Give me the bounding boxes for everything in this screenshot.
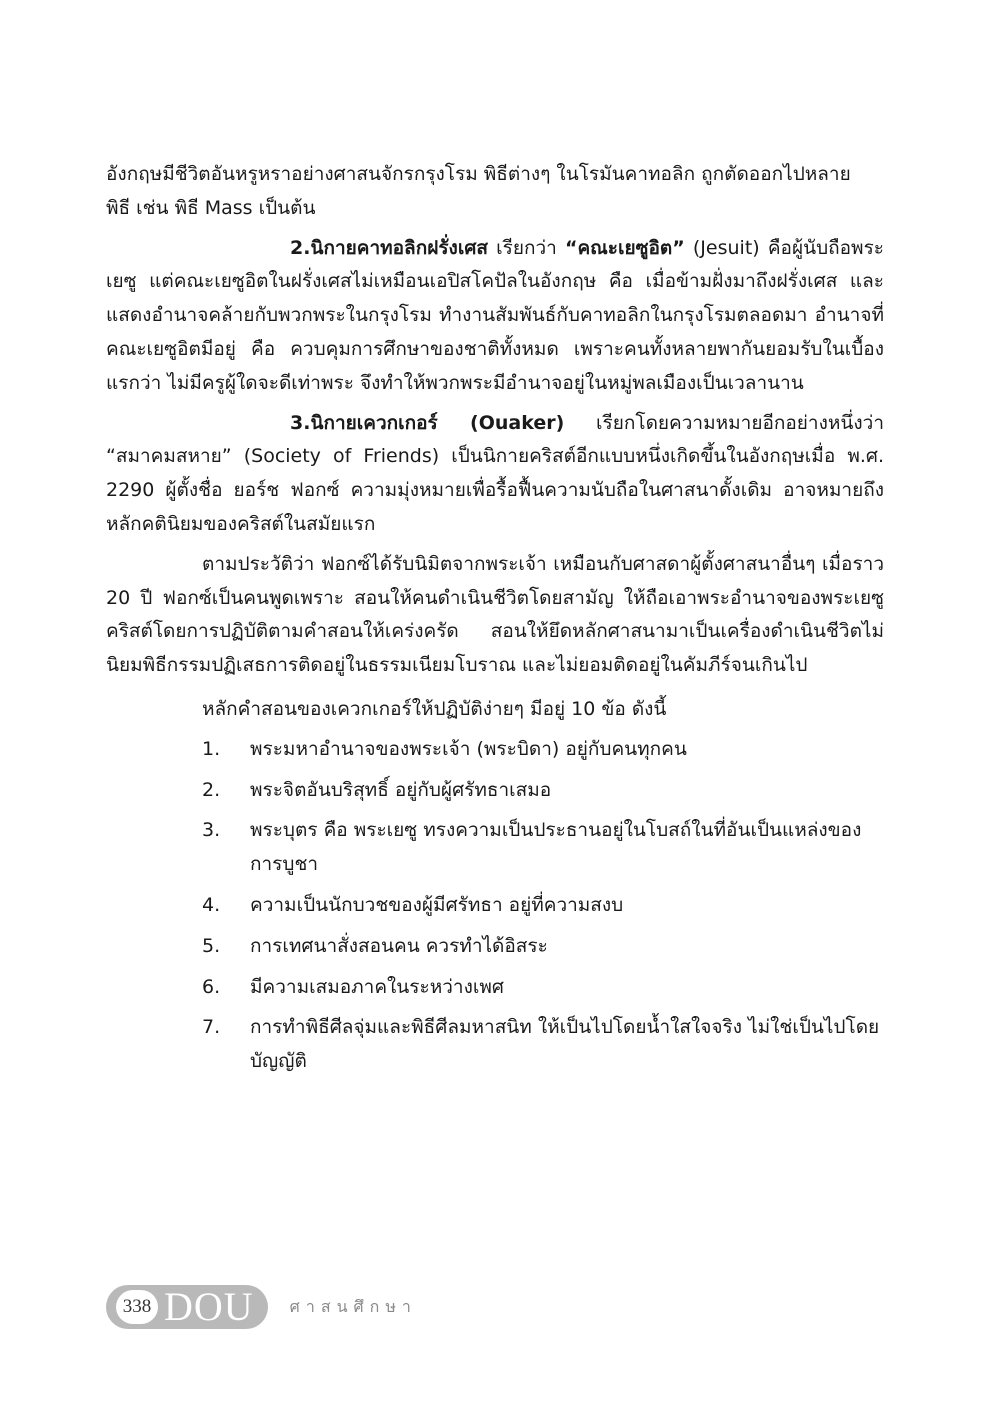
list-item bbox=[106, 1011, 884, 1079]
item-number: 2. bbox=[290, 236, 311, 259]
list-item-text: พระบุตร คือ พระเยซู ทรงความเป็นประธานอยู่ในโบสถ์ในที่อันเป็นแหล่งของการบูชา bbox=[250, 819, 862, 876]
paragraph-history bbox=[106, 548, 884, 683]
dou-badge bbox=[106, 1285, 268, 1329]
running-title: ศาสนศึกษา bbox=[289, 1296, 417, 1316]
list-item-text: ความเป็นนักบวชของผู้มีศรัทธา อยู่ที่ความสงบ bbox=[250, 893, 624, 916]
paragraph-text: (Jesuit) คือผู้นับถือพระเยซู แต่คณะเยซูอิตในฝรั่งเศสไม่เหมือนเอปิสโคปัลในอังกฤษ คือ เมื่อข้ามฝั่งมาถึงฝรั่งเศส และแสดงอำนาจคล้ายกับพวกพระในกรุงโรม ทำงานสัมพันธ์กับคาทอลิกในกรุงโรมตลอดมา อำนาจที่คณะเยซูอิตมีอยู่ คือ ควบคุมการศึกษาของชาติทั้งหมด เพราะคนทั้งหลายพากันยอมรับในเบื้องแรกว่า ไม่มีครูผู้ใดจะดีเท่าพระ จึงทำให้พวกพระมีอำนาจอยู่ในหมู่พลเมืองเป็นเวลานาน bbox=[106, 236, 884, 394]
paragraph-text: เรียกว่า bbox=[487, 236, 565, 259]
list-item bbox=[106, 971, 884, 1005]
list-item-text: พระจิตอันบริสุทธิ์ อยู่กับผู้ศรัทธาเสมอ bbox=[250, 778, 552, 801]
paragraph-text: ตามประวัติว่า ฟอกซ์ได้รับนิมิตจากพระเจ้า เหมือนกับศาสดาผู้ตั้งศาสนาอื่นๆ เมื่อราว 20 ปี ฟอกซ์เป็นคนพูดเพราะ สอนให้คนดำเนินชีวิตโดยสามัญ ให้ถือเอาพระอำนาจของพระเยซูคริสต์โดยการปฏิบัติตามคำสอนให้เคร่งครัด สอนให้ยึดหลักศาสนามาเป็นเครื่องดำเนินชีวิตไม่นิยมพิธีกรรมปฏิเสธการติดอยู่ในธรรมเนียมโบราณ และไม่ยอมติดอยู่ในคัมภีร์จนเกินไป bbox=[106, 552, 884, 677]
list-item bbox=[106, 814, 884, 882]
list-item bbox=[106, 774, 884, 808]
list-item bbox=[106, 930, 884, 964]
list-item-number: 1. bbox=[202, 737, 221, 760]
list-item-text: พระมหาอำนาจของพระเจ้า (พระบิดา) อยู่กับคนทุกคน bbox=[250, 737, 687, 760]
section-heading: นิกายเควกเกอร์ (Ouaker) bbox=[310, 411, 565, 434]
item-number: 3. bbox=[290, 411, 311, 434]
paragraph-text: เรียกโดยความหมายอีกอย่างหนึ่งว่า “สมาคมสหาย” (Society of Friends) เป็นนิกายคริสต์อีกแบบหนึ่งเกิดขึ้นในอังกฤษเมื่อ พ.ศ. 2290 ผู้ตั้งชื่อ ยอร์ช ฟอกซ์ ความมุ่งหมายเพื่อรื้อฟื้นความนับถือในศาสนาดั้งเดิม อาจหมายถึงหลักคตินิยมของคริสต์ในสมัยแรก bbox=[106, 411, 884, 535]
list-intro: หลักคำสอนของเควกเกอร์ให้ปฏิบัติง่ายๆ มีอยู่ 10 ข้อ ดังนี้ bbox=[202, 697, 667, 720]
list-item-text: การเทศนาสั่งสอนคน ควรทำได้อิสระ bbox=[250, 934, 548, 957]
list-item-number: 4. bbox=[202, 893, 221, 916]
list-item-number: 7. bbox=[202, 1016, 221, 1039]
brand-logo: DOU bbox=[164, 1284, 254, 1329]
paragraph-continuation bbox=[106, 158, 884, 226]
paragraph-jesuit bbox=[106, 232, 884, 401]
list-item-number: 2. bbox=[202, 778, 221, 801]
list-item-text: การทำพิธีศีลจุ่มและพิธีศีลมหาสนิท ให้เป็นไปโดยน้ำใสใจจริง ไม่ใช่เป็นไปโดยบัญญัติ bbox=[250, 1016, 880, 1073]
page-body bbox=[106, 158, 884, 1086]
paragraph-line: อังกฤษมีชีวิตอันหรูหราอย่างศาสนจักรกรุงโรม พิธีต่างๆ ในโรมันคาทอลิก ถูกตัดออกไปหลาย bbox=[106, 163, 851, 185]
list-item bbox=[106, 733, 884, 767]
page-footer bbox=[106, 1284, 417, 1330]
list-item-number: 6. bbox=[202, 975, 221, 998]
list-item-text: มีความเสมอภาคในระหว่างเพศ bbox=[250, 975, 504, 998]
list-item-number: 3. bbox=[202, 819, 221, 842]
list-item bbox=[106, 889, 884, 923]
paragraph-line: พิธี เช่น พิธี Mass เป็นต้น bbox=[106, 196, 316, 219]
page-number: 338 bbox=[116, 1290, 158, 1324]
list-item-number: 5. bbox=[202, 934, 221, 957]
teachings-list bbox=[106, 733, 884, 1079]
term-highlight: “คณะเยซูอิต” bbox=[564, 236, 685, 259]
section-heading: นิกายคาทอลิกฝรั่งเศส bbox=[310, 236, 488, 259]
paragraph-quaker bbox=[106, 407, 884, 542]
